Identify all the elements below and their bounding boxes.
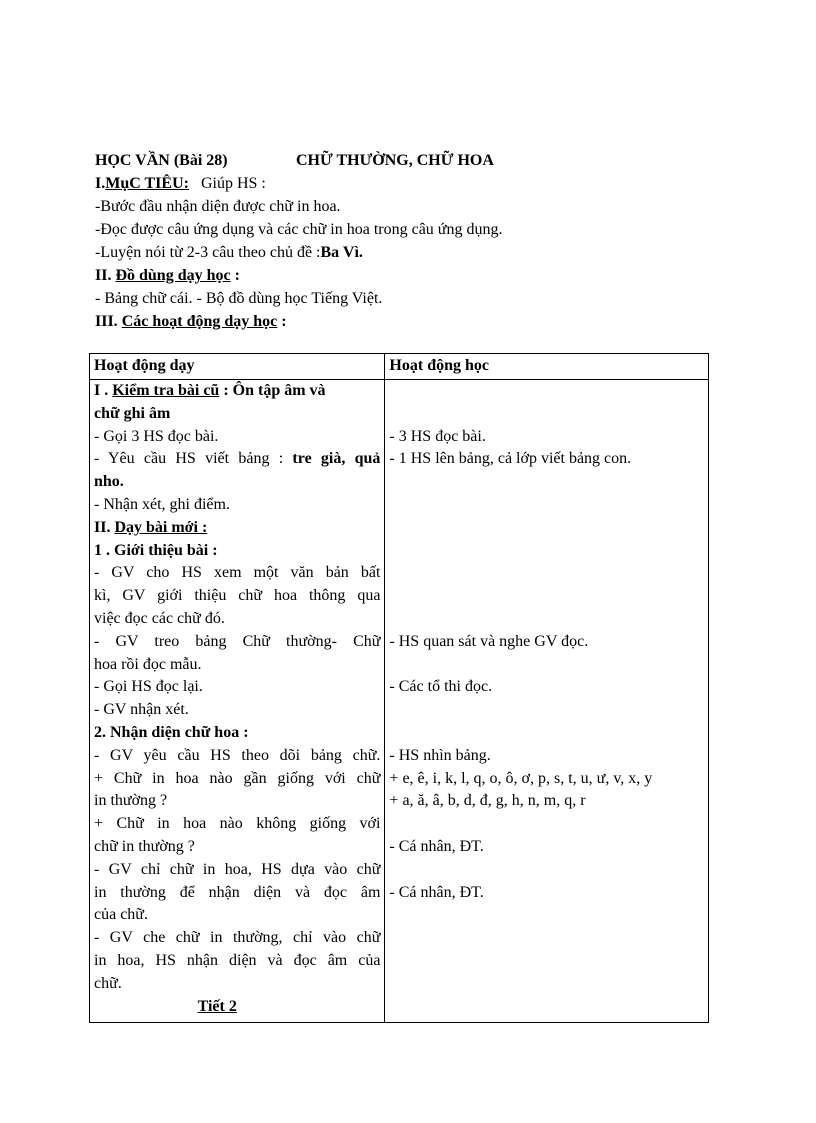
- section-new-prefix: II.: [94, 518, 115, 536]
- table-body-row: [90, 380, 709, 1023]
- period-label-text: Tiết 2: [197, 997, 237, 1015]
- teacher-step: - GV cho HS xem một văn bản bất: [94, 564, 381, 582]
- objectives-intro: Giúp HS :: [200, 175, 266, 192]
- teacher-step-cont: của chữ.: [94, 906, 148, 924]
- teacher-step: - Nhận xét, ghi điểm.: [94, 495, 230, 513]
- section-review-rest: : Ôn tập âm và: [219, 382, 326, 399]
- teacher-step: - GV nhận xét.: [94, 701, 189, 719]
- objectives-heading: [95, 173, 266, 195]
- teacher-step-cont: chữ.: [94, 974, 122, 992]
- student-response: - Các tổ thi đọc.: [389, 678, 493, 696]
- student-response: - HS quan sát và nghe GV đọc.: [389, 632, 589, 650]
- objectives-label: MụC TIÊU:: [105, 175, 189, 192]
- section-review-label: Kiểm tra bài cũ: [112, 382, 220, 399]
- table-header-row: [90, 354, 709, 380]
- teacher-step: [94, 448, 380, 471]
- section-review: [94, 380, 380, 403]
- teaching-column: [90, 380, 385, 1023]
- activities-colon: :: [277, 313, 287, 330]
- objective-speaking: [95, 242, 363, 264]
- teacher-step: - GV chỉ chữ in hoa, HS dựa vào chữ: [94, 860, 381, 878]
- materials-heading: [95, 265, 240, 287]
- dictation-words-cont: nho.: [94, 473, 124, 491]
- teacher-step: - GV yêu cầu HS theo dõi bảng chữ.: [94, 746, 381, 764]
- teacher-step-cont: việc đọc các chữ đó.: [94, 609, 225, 627]
- teacher-question: + Chữ in hoa nào không giống với: [94, 815, 381, 833]
- teacher-step: - Gọi 3 HS đọc bài.: [94, 427, 219, 445]
- student-response: - 3 HS đọc bài.: [389, 427, 486, 445]
- activities-label: Các hoạt động dạy học: [121, 313, 278, 330]
- teacher-question-cont: in thường ?: [94, 792, 168, 810]
- materials-colon: :: [230, 267, 240, 284]
- header-teaching: Hoạt động dạy: [90, 354, 385, 380]
- objective-item: -Bước đầu nhận diện được chữ in hoa.: [95, 198, 341, 215]
- teacher-step-cont: in thường để nhận diện và đọc âm: [94, 883, 381, 901]
- section-review-cont: chữ ghi âm: [94, 404, 171, 422]
- student-response: - 1 HS lên bảng, cả lớp viết bảng con.: [389, 450, 632, 468]
- activities-heading: [95, 311, 287, 333]
- lesson-topic: CHỮ THƯỜNG, CHỮ HOA: [296, 152, 494, 169]
- speaking-text: -Luyện nói từ 2-3 câu theo chủ đề :: [95, 244, 321, 261]
- period-label: [94, 996, 380, 1019]
- student-answer: + a, ă, â, b, d, đ, g, h, n, m, q, r: [389, 792, 586, 810]
- header-learning: Hoạt động học: [385, 354, 709, 380]
- objectives-prefix: I.: [95, 175, 106, 192]
- teacher-step: - GV treo bảng Chữ thường- Chữ: [94, 632, 381, 650]
- lesson-title: HỌC VẦN (Bài 28): [95, 152, 228, 169]
- subsection-recognize: 2. Nhận diện chữ hoa :: [94, 723, 249, 741]
- speaking-topic: Ba Vì.: [320, 244, 363, 261]
- materials-prefix: II.: [95, 267, 116, 284]
- teacher-step-cont: in hoa, HS nhận diện và đọc âm của: [94, 951, 381, 969]
- teacher-step-cont: hoa rồi đọc mẫu.: [94, 655, 202, 673]
- materials-label: Đồ dùng dạy học: [115, 267, 231, 284]
- section-new-lesson: [94, 517, 380, 540]
- learning-column: [385, 380, 709, 1023]
- dictation-words: tre già, quả: [292, 450, 381, 468]
- subsection-intro: 1 . Giới thiệu bài :: [94, 541, 218, 559]
- teacher-step-text: - Yêu cầu HS viết bảng :: [94, 450, 293, 468]
- section-review-prefix: I .: [94, 382, 113, 399]
- teacher-question-cont: chữ in thường ?: [94, 837, 195, 855]
- teacher-question: + Chữ in hoa nào gần giống với chữ: [94, 769, 381, 787]
- teacher-step: - Gọi HS đọc lại.: [94, 678, 203, 696]
- objective-item: -Đọc được câu ứng dụng và các chữ in hoa trong câu ứng dụng.: [95, 221, 503, 238]
- activities-prefix: III.: [95, 313, 122, 330]
- student-response: - Cá nhân, ĐT.: [389, 837, 484, 855]
- teacher-step: - GV che chữ in thường, chỉ vào chữ: [94, 929, 381, 947]
- materials-text: - Bảng chữ cái. - Bộ đồ dùng học Tiếng Việt.: [95, 290, 383, 307]
- student-answer: + e, ê, i, k, l, q, o, ô, ơ, p, s, t, u, ư, v, x, y: [389, 769, 653, 787]
- student-response: - Cá nhân, ĐT.: [389, 883, 484, 901]
- student-response: - HS nhìn bảng.: [389, 746, 491, 764]
- teacher-step-cont: kì, GV giới thiệu chữ hoa thông qua: [94, 587, 381, 605]
- section-new-label: Dạy bài mới :: [114, 518, 208, 536]
- activities-table: [89, 353, 709, 1023]
